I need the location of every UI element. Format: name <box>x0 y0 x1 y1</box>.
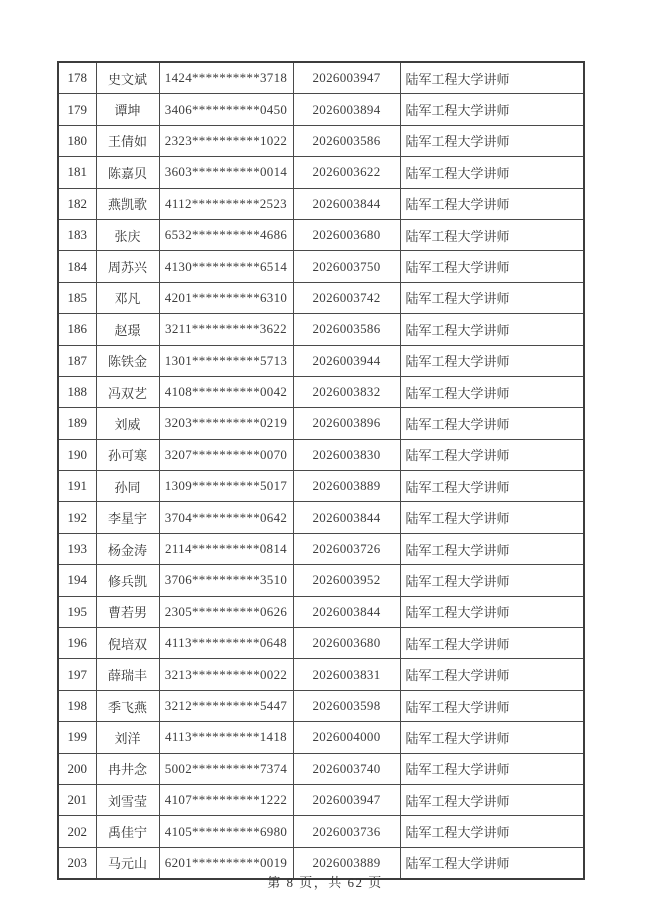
roster-table <box>57 61 585 880</box>
job-title-cell: 陆军工程大学讲师 <box>400 784 584 815</box>
job-title-cell: 陆军工程大学讲师 <box>400 62 584 94</box>
person-name-cell: 季飞燕 <box>96 690 159 721</box>
person-name-cell: 倪培双 <box>96 628 159 659</box>
job-title-cell: 陆军工程大学讲师 <box>400 533 584 564</box>
masked-id-number-cell: 3704**********0642 <box>159 502 293 533</box>
person-name-cell: 刘威 <box>96 408 159 439</box>
row-number-cell: 200 <box>58 753 96 784</box>
registration-number-cell: 2026003947 <box>293 784 400 815</box>
table-row <box>58 533 584 564</box>
masked-id-number-cell: 1309**********5017 <box>159 471 293 502</box>
job-title-cell: 陆军工程大学讲师 <box>400 471 584 502</box>
person-name-cell: 李星宇 <box>96 502 159 533</box>
masked-id-number-cell: 5002**********7374 <box>159 753 293 784</box>
person-name-cell: 刘雪莹 <box>96 784 159 815</box>
person-name-cell: 周苏兴 <box>96 251 159 282</box>
row-number-cell: 185 <box>58 282 96 313</box>
table-row <box>58 188 584 219</box>
row-number-cell: 191 <box>58 471 96 502</box>
row-number-cell: 187 <box>58 345 96 376</box>
row-number-cell: 203 <box>58 847 96 879</box>
row-number-cell: 179 <box>58 94 96 125</box>
row-number-cell: 199 <box>58 722 96 753</box>
roster-table-body <box>58 62 584 879</box>
row-number-cell: 192 <box>58 502 96 533</box>
person-name-cell: 禹佳宁 <box>96 816 159 847</box>
registration-number-cell: 2026003889 <box>293 471 400 502</box>
masked-id-number-cell: 2114**********0814 <box>159 533 293 564</box>
table-row <box>58 471 584 502</box>
table-row <box>58 690 584 721</box>
table-row <box>58 439 584 470</box>
registration-number-cell: 2026003622 <box>293 157 400 188</box>
person-name-cell: 邓凡 <box>96 282 159 313</box>
registration-number-cell: 2026003831 <box>293 659 400 690</box>
job-title-cell: 陆军工程大学讲师 <box>400 376 584 407</box>
job-title-cell: 陆军工程大学讲师 <box>400 125 584 156</box>
registration-number-cell: 2026003844 <box>293 502 400 533</box>
row-number-cell: 194 <box>58 565 96 596</box>
table-row <box>58 314 584 345</box>
person-name-cell: 陈铁金 <box>96 345 159 376</box>
row-number-cell: 186 <box>58 314 96 345</box>
registration-number-cell: 2026003680 <box>293 219 400 250</box>
table-row <box>58 502 584 533</box>
masked-id-number-cell: 3706**********3510 <box>159 565 293 596</box>
registration-number-cell: 2026003832 <box>293 376 400 407</box>
masked-id-number-cell: 3211**********3622 <box>159 314 293 345</box>
person-name-cell: 杨金涛 <box>96 533 159 564</box>
table-row <box>58 62 584 94</box>
job-title-cell: 陆军工程大学讲师 <box>400 659 584 690</box>
person-name-cell: 孙可寒 <box>96 439 159 470</box>
row-number-cell: 190 <box>58 439 96 470</box>
table-row <box>58 408 584 439</box>
row-number-cell: 193 <box>58 533 96 564</box>
masked-id-number-cell: 4130**********6514 <box>159 251 293 282</box>
masked-id-number-cell: 3207**********0070 <box>159 439 293 470</box>
job-title-cell: 陆军工程大学讲师 <box>400 282 584 313</box>
masked-id-number-cell: 4105**********6980 <box>159 816 293 847</box>
registration-number-cell: 2026003896 <box>293 408 400 439</box>
registration-number-cell: 2026003830 <box>293 439 400 470</box>
masked-id-number-cell: 2305**********0626 <box>159 596 293 627</box>
registration-number-cell: 2026003894 <box>293 94 400 125</box>
registration-number-cell: 2026003952 <box>293 565 400 596</box>
registration-number-cell: 2026003726 <box>293 533 400 564</box>
table-row <box>58 157 584 188</box>
registration-number-cell: 2026003750 <box>293 251 400 282</box>
table-row <box>58 722 584 753</box>
person-name-cell: 冯双艺 <box>96 376 159 407</box>
person-name-cell: 薛瑞丰 <box>96 659 159 690</box>
table-row <box>58 565 584 596</box>
masked-id-number-cell: 4112**********2523 <box>159 188 293 219</box>
registration-number-cell: 2026003736 <box>293 816 400 847</box>
row-number-cell: 202 <box>58 816 96 847</box>
person-name-cell: 燕凯歌 <box>96 188 159 219</box>
job-title-cell: 陆军工程大学讲师 <box>400 690 584 721</box>
job-title-cell: 陆军工程大学讲师 <box>400 314 584 345</box>
person-name-cell: 赵璟 <box>96 314 159 345</box>
masked-id-number-cell: 4113**********1418 <box>159 722 293 753</box>
registration-number-cell: 2026003947 <box>293 62 400 94</box>
table-row <box>58 345 584 376</box>
registration-number-cell: 2026004000 <box>293 722 400 753</box>
table-row <box>58 251 584 282</box>
row-number-cell: 198 <box>58 690 96 721</box>
registration-number-cell: 2026003586 <box>293 125 400 156</box>
row-number-cell: 184 <box>58 251 96 282</box>
table-row <box>58 628 584 659</box>
job-title-cell: 陆军工程大学讲师 <box>400 345 584 376</box>
row-number-cell: 196 <box>58 628 96 659</box>
job-title-cell: 陆军工程大学讲师 <box>400 94 584 125</box>
job-title-cell: 陆军工程大学讲师 <box>400 565 584 596</box>
registration-number-cell: 2026003944 <box>293 345 400 376</box>
job-title-cell: 陆军工程大学讲师 <box>400 628 584 659</box>
job-title-cell: 陆军工程大学讲师 <box>400 502 584 533</box>
masked-id-number-cell: 4113**********0648 <box>159 628 293 659</box>
person-name-cell: 刘洋 <box>96 722 159 753</box>
row-number-cell: 195 <box>58 596 96 627</box>
row-number-cell: 189 <box>58 408 96 439</box>
row-number-cell: 182 <box>58 188 96 219</box>
job-title-cell: 陆军工程大学讲师 <box>400 439 584 470</box>
person-name-cell: 孙同 <box>96 471 159 502</box>
job-title-cell: 陆军工程大学讲师 <box>400 251 584 282</box>
table-row <box>58 94 584 125</box>
masked-id-number-cell: 3203**********0219 <box>159 408 293 439</box>
job-title-cell: 陆军工程大学讲师 <box>400 816 584 847</box>
row-number-cell: 197 <box>58 659 96 690</box>
job-title-cell: 陆军工程大学讲师 <box>400 847 584 879</box>
masked-id-number-cell: 4108**********0042 <box>159 376 293 407</box>
job-title-cell: 陆军工程大学讲师 <box>400 408 584 439</box>
table-row <box>58 816 584 847</box>
job-title-cell: 陆军工程大学讲师 <box>400 596 584 627</box>
masked-id-number-cell: 1301**********5713 <box>159 345 293 376</box>
masked-id-number-cell: 2323**********1022 <box>159 125 293 156</box>
table-row <box>58 376 584 407</box>
job-title-cell: 陆军工程大学讲师 <box>400 157 584 188</box>
registration-number-cell: 2026003680 <box>293 628 400 659</box>
person-name-cell: 史文斌 <box>96 62 159 94</box>
job-title-cell: 陆军工程大学讲师 <box>400 219 584 250</box>
row-number-cell: 180 <box>58 125 96 156</box>
row-number-cell: 178 <box>58 62 96 94</box>
table-row <box>58 659 584 690</box>
person-name-cell: 马元山 <box>96 847 159 879</box>
page-footer: 第 8 页，共 62 页 <box>267 875 383 890</box>
masked-id-number-cell: 3603**********0014 <box>159 157 293 188</box>
masked-id-number-cell: 6532**********4686 <box>159 219 293 250</box>
person-name-cell: 谭坤 <box>96 94 159 125</box>
registration-number-cell: 2026003742 <box>293 282 400 313</box>
registration-number-cell: 2026003844 <box>293 596 400 627</box>
person-name-cell: 陈嘉贝 <box>96 157 159 188</box>
person-name-cell: 修兵凯 <box>96 565 159 596</box>
table-row <box>58 784 584 815</box>
masked-id-number-cell: 3212**********5447 <box>159 690 293 721</box>
table-row <box>58 125 584 156</box>
table-row <box>58 753 584 784</box>
person-name-cell: 王倩如 <box>96 125 159 156</box>
row-number-cell: 188 <box>58 376 96 407</box>
masked-id-number-cell: 3406**********0450 <box>159 94 293 125</box>
masked-id-number-cell: 1424**********3718 <box>159 62 293 94</box>
person-name-cell: 张庆 <box>96 219 159 250</box>
masked-id-number-cell: 3213**********0022 <box>159 659 293 690</box>
job-title-cell: 陆军工程大学讲师 <box>400 722 584 753</box>
registration-number-cell: 2026003889 <box>293 847 400 879</box>
registration-number-cell: 2026003586 <box>293 314 400 345</box>
table-row <box>58 219 584 250</box>
row-number-cell: 183 <box>58 219 96 250</box>
job-title-cell: 陆军工程大学讲师 <box>400 188 584 219</box>
job-title-cell: 陆军工程大学讲师 <box>400 753 584 784</box>
row-number-cell: 201 <box>58 784 96 815</box>
person-name-cell: 曹若男 <box>96 596 159 627</box>
table-row <box>58 282 584 313</box>
person-name-cell: 冉井念 <box>96 753 159 784</box>
masked-id-number-cell: 4107**********1222 <box>159 784 293 815</box>
registration-number-cell: 2026003598 <box>293 690 400 721</box>
registration-number-cell: 2026003844 <box>293 188 400 219</box>
masked-id-number-cell: 4201**********6310 <box>159 282 293 313</box>
row-number-cell: 181 <box>58 157 96 188</box>
masked-id-number-cell: 6201**********0019 <box>159 847 293 879</box>
table-row <box>58 596 584 627</box>
registration-number-cell: 2026003740 <box>293 753 400 784</box>
